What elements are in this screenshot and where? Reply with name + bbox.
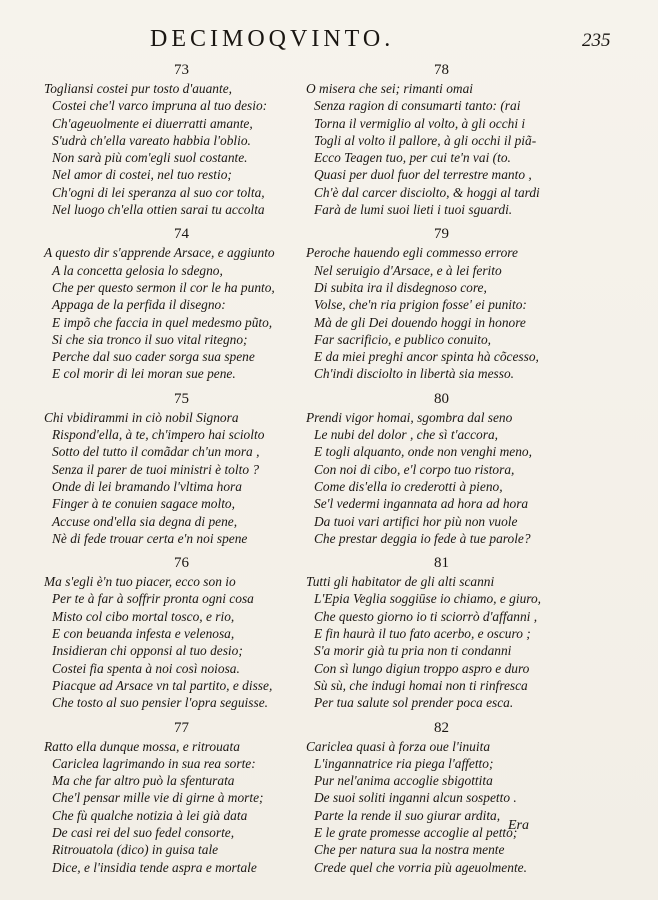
stanza xyxy=(44,60,344,218)
verse-line: Onde di lei bramando l'vltima hora xyxy=(52,478,242,494)
verse-line: Piacque ad Arsace vn tal partito, e disse, xyxy=(52,677,273,693)
verse-line: Ecco Teagen tuo, per cui te'n vai (to. xyxy=(314,150,511,166)
stanza-number: 80 xyxy=(434,390,449,407)
verse-line: E da miei preghi ancor spinta hà cõcesso, xyxy=(314,349,539,365)
stanza-number: 73 xyxy=(174,62,189,78)
stanza xyxy=(306,60,611,218)
verse-line: Togli al volto il pallore, à gli occhi il piã- xyxy=(314,132,537,148)
verse-line: Mà de gli Dei douendo hoggi in honore xyxy=(314,314,526,330)
verse-line: De suoi soliti inganni alcun sospetto . xyxy=(314,790,517,806)
stanza-number: 74 xyxy=(174,226,189,243)
verse-line: Finger à te conuien sagace molto, xyxy=(52,496,235,512)
verse-line: Con noi di cibo, e'l corpo tuo ristora, xyxy=(314,461,515,477)
stanza xyxy=(44,224,344,382)
verse-line: Con sì lungo digiun troppo aspro e duro xyxy=(314,660,530,676)
verse-line: Ma che far altro può la sfenturata xyxy=(52,773,235,789)
verse-line: Che'l pensar mille vie di girne à morte; xyxy=(52,790,264,806)
running-title: DECIMOQVINTO. xyxy=(150,26,395,52)
verse-line: Nel luogo ch'ella ottien sarai tu accolta xyxy=(52,202,265,218)
verse-line: Da tuoi vari artifici hor più non vuole xyxy=(314,513,518,529)
stanza xyxy=(306,224,611,382)
stanza-number: 77 xyxy=(174,719,189,736)
stanza-number: 75 xyxy=(174,390,189,407)
verse-line: Rispond'ella, à te, ch'impero hai sciolto xyxy=(52,427,265,443)
verse-line: Pur nel'anima accoglie sbigottita xyxy=(314,773,493,789)
verse-line: Come dis'ella io crederotti à pieno, xyxy=(314,478,503,494)
stanza xyxy=(44,389,344,547)
verse-line: Accuse ond'ella sia degna di pene, xyxy=(52,513,238,529)
verse-line: Far sacrificio, e publico conuito, xyxy=(314,331,492,347)
stanza xyxy=(306,553,611,711)
verse-line: E col morir di lei moran sue pene. xyxy=(52,366,236,382)
verse-line: Costei fia spenta à noi così noiosa. xyxy=(52,660,240,676)
verse-line: Sotto del tutto il comãdar ch'un mora , xyxy=(52,444,260,460)
verse-line: Appaga de la perfida il disegno: xyxy=(52,297,226,313)
verse-line: Tutti gli habitator de gli alti scanni xyxy=(306,574,495,590)
stanza-number: 76 xyxy=(174,555,189,572)
verse-line: Misto col cibo mortal tosco, e rio, xyxy=(52,608,235,624)
verse-line: Chi vbidirammi in ciò nobil Signora xyxy=(44,409,239,425)
verse-line: Prendi vigor homai, sgombra dal seno xyxy=(306,409,513,425)
verse-line: Cariclea quasi à forza oue l'inuita xyxy=(306,738,491,754)
verse-line: Sù sù, che indugi homai non ti rinfresca xyxy=(314,677,528,693)
verse-line: Che per questo sermon il cor le ha punto, xyxy=(52,279,275,295)
verse-line: Peroche hauendo egli commesso errore xyxy=(306,245,518,261)
verse-line: Nè di fede trouar certa e'n noi spene xyxy=(52,530,248,546)
verse-line: E fin haurà il tuo fato acerbo, e oscuro ; xyxy=(314,626,531,642)
verse-line: E le grate promesse accoglie al petto; xyxy=(314,824,518,840)
verse-line: Se'l vedermi ingannata ad hora ad hora xyxy=(314,496,529,512)
verse-line: O misera che sei; rimanti omai xyxy=(306,81,473,96)
stanza-number: 81 xyxy=(434,555,449,572)
verse-line: S'udrà ch'ella vareato habbia l'oblio. xyxy=(52,132,251,148)
running-head xyxy=(0,26,658,54)
verse-line: Si che sia tronco il suo vital ritegno; xyxy=(52,331,248,347)
verse-line: Quasi per duol fuor del terrestre manto , xyxy=(314,167,532,183)
verse-line: Ch'indi disciolto in libertà sia messo. xyxy=(314,366,515,382)
verse-line: Che questo giorno io ti sciorrò d'affanni , xyxy=(314,608,538,624)
right-column xyxy=(306,60,611,876)
verse-line: Ma s'egli è'n tuo piacer, ecco son io xyxy=(44,574,236,590)
verse-line: Volse, che'n ria prigion fosse' ei punito: xyxy=(314,297,527,313)
verse-line: Ritrouatola (dico) in guisa tale xyxy=(52,842,219,858)
verse-line: Perche dal suo cader sorga sua spene xyxy=(52,349,255,365)
verse-line: Dice, e l'insidia tende aspra e mortale xyxy=(52,859,257,875)
verse-line: Ch'ageuolmente ei diuerratti amante, xyxy=(52,115,253,131)
page-number: 235 xyxy=(582,30,611,51)
verse-line: A la concetta gelosia lo sdegno, xyxy=(52,262,223,278)
verse-line: Che per natura sua la nostra mente xyxy=(314,842,505,858)
verse-line: Ch'ogni di lei speranza al suo cor tolta, xyxy=(52,184,265,200)
verse-line: E togli alquanto, onde non venghi meno, xyxy=(314,444,532,460)
verse-line: E con beuanda infesta e velenosa, xyxy=(52,626,235,642)
verse-line: Togliansi costei pur tosto d'auante, xyxy=(44,81,232,96)
verse-line: Senza ragion di consumarti tanto: (rai xyxy=(314,98,521,114)
verse-line: Costei che'l varco impruna al tuo desio: xyxy=(52,98,268,114)
stanza xyxy=(44,553,344,711)
verse-line: Le nubi del dolor , che sì t'accora, xyxy=(314,427,498,443)
verse-line: Che tosto al suo pensier l'opra seguisse. xyxy=(52,695,268,711)
stanza-number: 79 xyxy=(434,226,449,243)
verse-line: Ch'è dal carcer disciolto, & hoggi al tardi xyxy=(314,184,540,200)
verse-line: De casi rei del suo fedel consorte, xyxy=(52,824,235,840)
verse-line: Crede quel che vorria più ageuolmente. xyxy=(314,859,527,875)
verse-line: S'a morir già tu pria non ti condanni xyxy=(314,643,512,659)
verse-line: Torna il vermiglio al volto, à gli occhi i xyxy=(314,115,526,131)
verse-line: Cariclea lagrimando in sua rea sorte: xyxy=(52,755,256,771)
stanza xyxy=(306,389,611,547)
verse-line: Insidieran chi opponsi al tuo desio; xyxy=(52,643,243,659)
verse-line: Farà de lumi suoi lieti i tuoi sguardi. xyxy=(314,202,513,218)
left-column xyxy=(44,60,344,876)
stanza xyxy=(44,718,344,876)
verse-line: L'Epia Veglia soggiūse io chiamo, e giuro, xyxy=(314,591,542,607)
verse-line: A questo dir s'apprende Arsace, e aggiunto xyxy=(44,245,275,261)
verse-line: Che fù qualche notizia à lei già data xyxy=(52,807,248,823)
verse-line: Nel seruigio d'Arsace, e à lei ferito xyxy=(314,262,502,278)
catchword: Era xyxy=(508,818,529,833)
verse-line: Ratto ella dunque mossa, e ritrouata xyxy=(44,738,240,754)
stanza-number: 78 xyxy=(434,62,449,78)
verse-line: Senza il parer de tuoi ministri è tolto ? xyxy=(52,461,260,477)
stanza-number: 82 xyxy=(434,719,449,736)
verse-line: Per tua salute sol prender poca esca. xyxy=(314,695,514,711)
verse-line: Di subita ira il disdegnoso core, xyxy=(314,279,487,295)
verse-line: Non sarà più com'egli suol costante. xyxy=(52,150,248,166)
verse-line: E impõ che faccia in quel medesmo pũto, xyxy=(52,314,273,330)
verse-line: Per te à far à soffrir pronta ogni cosa xyxy=(52,591,254,607)
verse-line: Che prestar deggia io fede à tue parole? xyxy=(314,530,531,546)
verse-line: Parte la rende il suo giurar ardita, xyxy=(314,807,501,823)
verse-line: L'ingannatrice ria piega l'affetto; xyxy=(314,755,494,771)
verse-line: Nel amor di costei, nel tuo restio; xyxy=(52,167,232,183)
stanza xyxy=(306,718,611,876)
